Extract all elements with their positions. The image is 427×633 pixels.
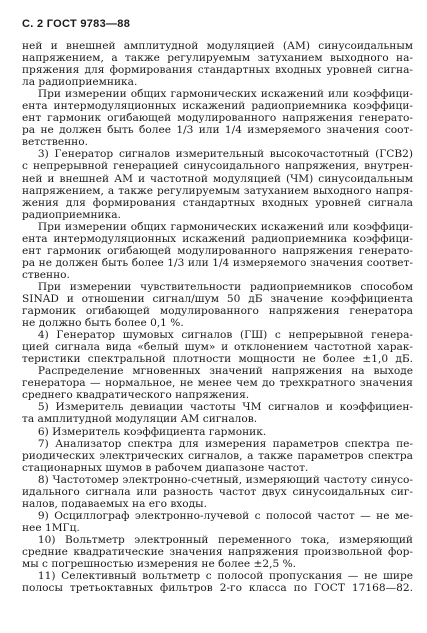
text-line: Распределение мгновенных значений напряжения на выходе xyxy=(22,365,413,378)
text-line: та амплитудной модуляции АМ сигналов. xyxy=(22,413,258,426)
text-line: 8) Частотомер электронно-счетный, измеряющий частоту синусо- xyxy=(22,473,413,486)
text-line: ней и внешней амплитудной модуляцией (АМ) синусоидальным xyxy=(22,40,413,52)
text-line: ента интермодуляционных искажений радиоприемника коэффици- xyxy=(22,232,413,245)
text-line: не должно быть более 0,1 %. xyxy=(22,317,184,330)
text-line: ент гармоник огибающей модулированного напряжения генерато- xyxy=(22,244,413,257)
text-line: напряжением, а также регулируемым затуханием выходного на- xyxy=(22,52,413,65)
body-text xyxy=(22,40,413,594)
text-line: нее 1МГц. xyxy=(22,521,80,534)
text-line: ственно. xyxy=(22,268,70,281)
text-line: среднего квадратического напряжения. xyxy=(22,389,250,402)
text-line: ла радиоприемника. xyxy=(22,76,138,89)
text-line: 3) Генератор сигналов измерительный высокочастотный (ГСВ2) xyxy=(22,148,413,161)
text-line: 9) Осциллограф электронно-лучевой с полосой частот — не ме- xyxy=(22,509,413,522)
text-line: налов, подаваемых на его входы. xyxy=(22,497,207,510)
text-line: стационарных шумов в рабочем диапазоне частот. xyxy=(22,461,309,474)
text-line: напряжением, а также регулируемым затуханием выходного напря- xyxy=(22,184,413,197)
text-line: мы с погрешностью измерения не более ±2,5 %. xyxy=(22,558,297,571)
text-line: полосы третьоктавных фильтров 2-го класса по ГОСТ 17168—82. xyxy=(22,582,413,595)
text-line: При измерении общих гармонических искажений или коэффици- xyxy=(22,88,413,101)
text-line: пряжения для формирования стандартных входных уровней сигна- xyxy=(22,64,413,77)
text-line: 5) Измеритель девиации частоты ЧМ сигналов и коэффициен- xyxy=(22,401,413,414)
text-line: ента интермодуляционных искажений радиоприемника коэффици- xyxy=(22,100,413,113)
text-line: гармоник огибающей модулированного напряжения генератора xyxy=(22,305,413,318)
text-line: При измерении чувствительности радиоприемников способом xyxy=(22,280,413,293)
text-line: средние квадратические значения напряжения произвольной фор- xyxy=(22,545,413,558)
text-line: ент гармоник огибающей модулированного напряжения генерато- xyxy=(22,112,413,125)
text-line: 7) Анализатор спектра для измерения параметров спектра пе- xyxy=(22,437,413,450)
text-line: идального сигнала или разность частот двух синусоидальных сиг- xyxy=(22,485,413,498)
text-line: ней и внешней АМ и частотной модуляцией (ЧМ) синусоидальным xyxy=(22,172,413,185)
text-line: SINAD и отношении сигнал/шум 50 дБ значение коэффициента xyxy=(22,292,413,305)
text-line: цией сигнала вида «белый шум» и отклонением частотной харак- xyxy=(22,341,413,354)
text-line: генератора — нормальное, не менее чем до трехкратного значения xyxy=(22,377,413,390)
text-line: риодических электрических сигналов, а также параметров спектра xyxy=(22,449,413,462)
text-line: 4) Генератор шумовых сигналов (ГШ) с непрерывной генера- xyxy=(22,329,413,342)
text-line: теристики спектральной плотности мощности не более ±1,0 дБ. xyxy=(22,353,413,366)
text-line: ра не должен быть более 1/3 или 1/4 измеряемого значения соответ- xyxy=(22,256,413,269)
text-line: жения для формирования стандартных входных уровней сигнала xyxy=(22,196,413,209)
text-line: с непрерывной генерацией синусоидального напряжения, внутрен- xyxy=(22,160,413,173)
text-line: 6) Измеритель коэффициента гармоник. xyxy=(22,425,267,438)
text-line: При измерении общих гармонических искажений или коэффици- xyxy=(22,220,413,233)
text-line: ветственно. xyxy=(22,136,88,149)
text-line: ра не должен быть более 1/3 или 1/4 измеряемого значения соот- xyxy=(22,124,413,137)
page-header: С. 2 ГОСТ 9783—88 xyxy=(22,18,131,30)
text-line: радиоприемника. xyxy=(22,208,121,221)
text-line: 11) Селективный вольтметр с полосой пропускания — не шире xyxy=(22,570,413,583)
text-line: 10) Вольтметр электронный переменного тока, измеряющий xyxy=(22,533,413,546)
